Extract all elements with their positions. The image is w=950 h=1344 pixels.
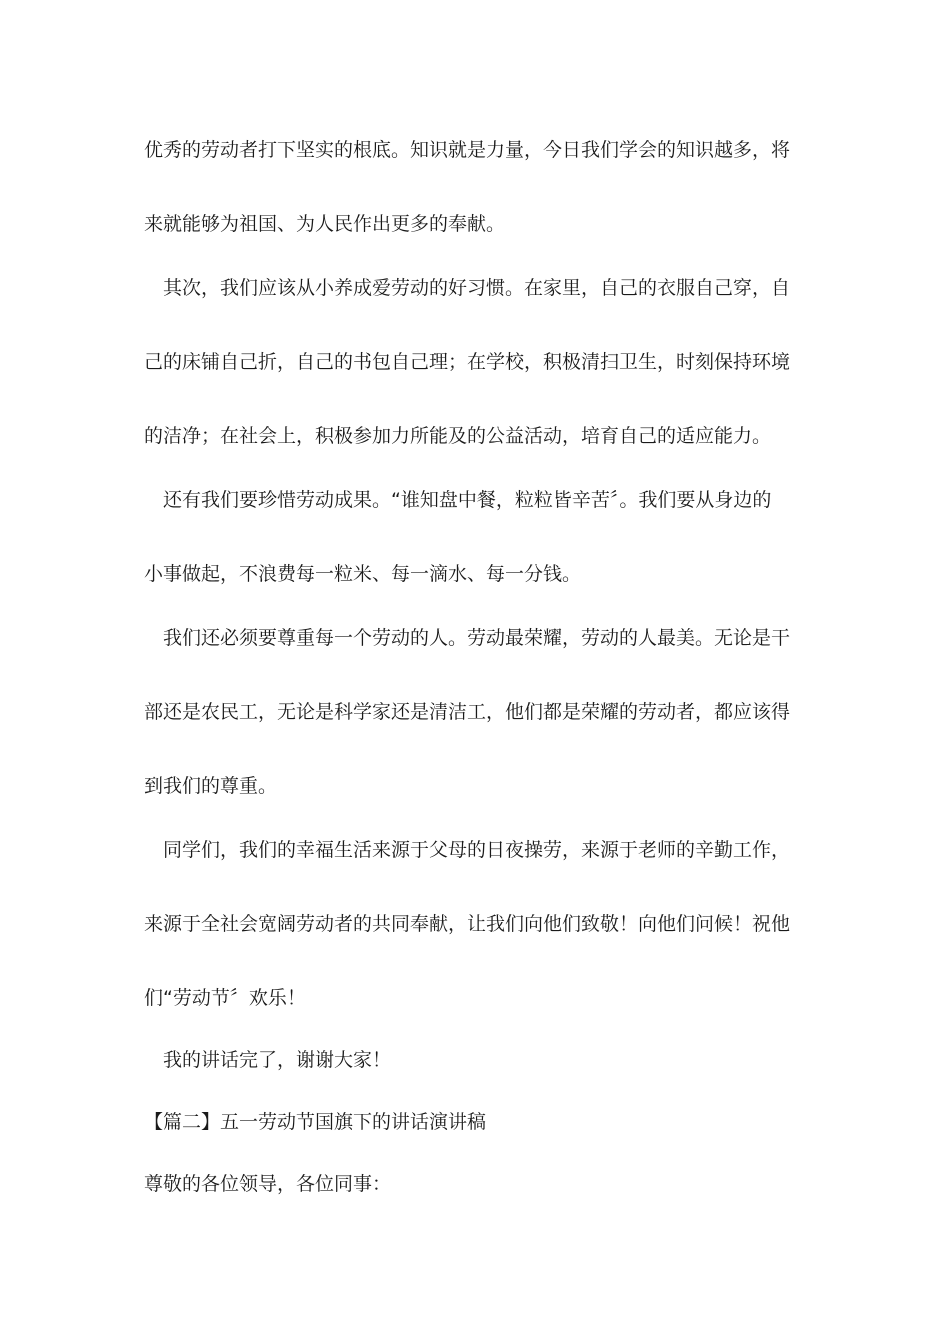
salutation-line: 尊敬的各位领导，各位同事： (144, 1173, 392, 1195)
paragraph-line: 优秀的劳动者打下坚实的根底。知识就是力量，今日我们学会的知识越多，将 (144, 139, 791, 161)
paragraph-line: 同学们，我们的幸福生活来源于父母的日夜操劳，来源于老师的辛勤工作， (144, 839, 791, 861)
paragraph-line: 我们还必须要尊重每一个劳动的人。劳动最荣耀，劳动的人最美。无论是干 (144, 627, 791, 649)
paragraph-line: 小事做起，不浪费每一粒米、每一滴水、每一分钱。 (144, 563, 582, 585)
paragraph-line: 其次，我们应该从小养成爱劳动的好习惯。在家里，自己的衣服自己穿，自 (144, 277, 791, 299)
paragraph-line: 还有我们要珍惜劳动成果。“谁知盘中餐，粒粒皆辛苦〞。我们要从身边的 (144, 489, 772, 511)
paragraph-line: 来源于全社会宽阔劳动者的共同奉献，让我们向他们致敬！向他们问候！祝他 (144, 913, 791, 935)
paragraph-line: 们“劳动节〞欢乐！ (144, 987, 306, 1009)
paragraph-line: 部还是农民工，无论是科学家还是清洁工，他们都是荣耀的劳动者，都应该得 (144, 701, 791, 723)
paragraph-line: 我的讲话完了，谢谢大家！ (144, 1049, 392, 1071)
paragraph-line: 己的床铺自己折，自己的书包自己理；在学校，积极清扫卫生，时刻保持环境 (144, 351, 791, 373)
paragraph-line: 到我们的尊重。 (144, 775, 278, 797)
section-heading: 【篇二】五一劳动节国旗下的讲话演讲稿 (144, 1111, 487, 1133)
paragraph-line: 的洁净；在社会上，积极参加力所能及的公益活动，培育自己的适应能力。 (144, 425, 772, 447)
paragraph-line: 来就能够为祖国、为人民作出更多的奉献。 (144, 213, 506, 235)
